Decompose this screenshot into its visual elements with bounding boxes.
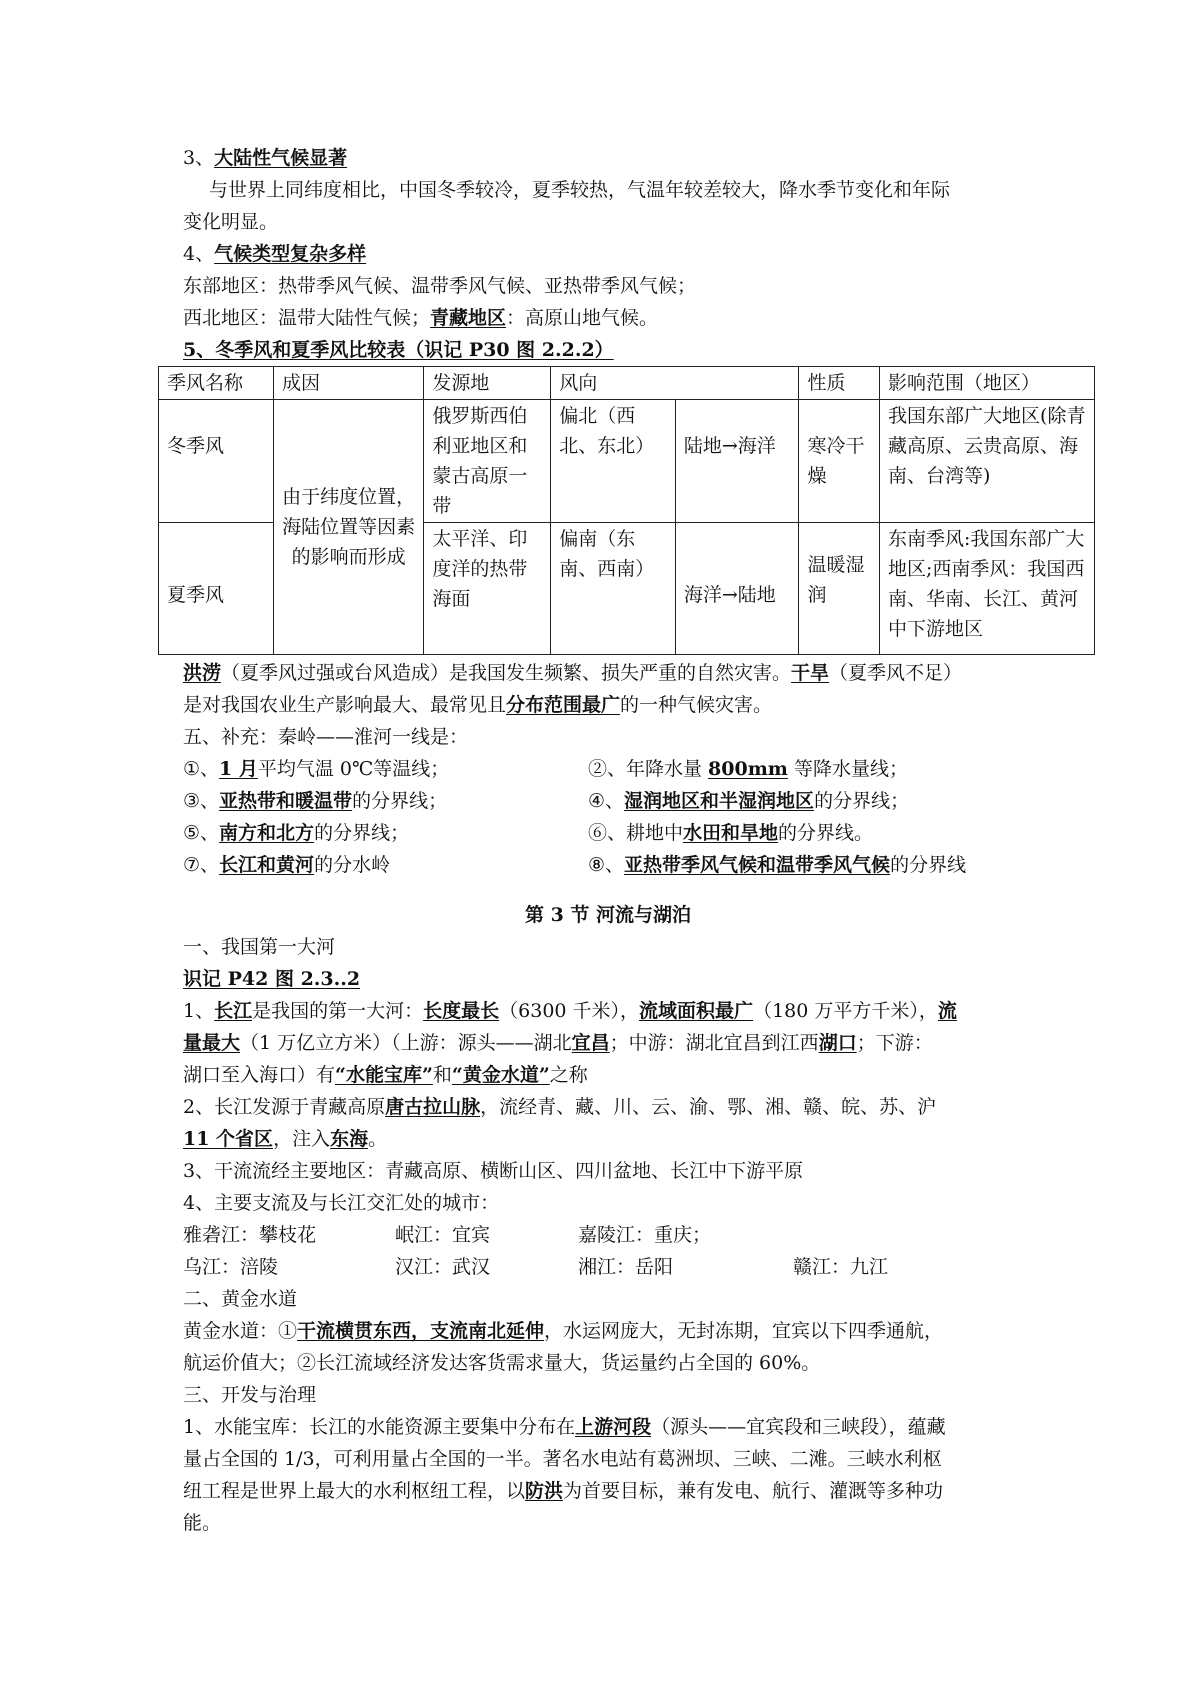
emphasis: 青藏地区 xyxy=(430,307,507,329)
text: 2、长江发源于青藏高原 xyxy=(183,1096,386,1118)
list-item xyxy=(588,849,966,881)
emphasis: 干流横贯东西，支流南北延伸 xyxy=(297,1320,545,1342)
section-title: 第 3 节 河流与湖泊 xyxy=(524,904,692,926)
emphasis: 长江 xyxy=(214,1000,253,1022)
text: ④、 xyxy=(588,790,625,812)
cell-text: 偏北（西北、东北） xyxy=(559,405,655,457)
heading-number: 3、 xyxy=(183,147,215,169)
paragraph: 航运价值大；②长江流域经济发达客货需求量大，货运量约占全国的 60%。 xyxy=(183,1352,821,1374)
paragraph xyxy=(183,995,1033,1027)
table-header: 风向 xyxy=(551,367,799,400)
paragraph xyxy=(183,1475,1033,1507)
text: 的分界线； xyxy=(314,822,410,844)
text: 纽工程是世界上最大的水利枢纽工程，以 xyxy=(183,1480,526,1502)
list-item xyxy=(588,785,909,817)
text: 为首要目标，兼有发电、航行、灌溉等多种功 xyxy=(563,1480,944,1502)
paragraph: 能。 xyxy=(183,1512,222,1534)
text: 西北地区：温带大陆性气候； xyxy=(183,307,431,329)
table-cell xyxy=(551,523,676,655)
table-header: 发源地 xyxy=(424,367,551,400)
text: ，流经青、藏、川、云、渝、鄂、湘、赣、皖、苏、沪 xyxy=(480,1096,937,1118)
text: 1、水能宝库：长江的水能资源主要集中分布在 xyxy=(183,1416,576,1438)
text: 的分界线； xyxy=(814,790,910,812)
text: 平均气温 0℃等温线； xyxy=(257,758,450,780)
text: 的一种气候灾害。 xyxy=(620,694,773,716)
text: 的分界线； xyxy=(352,790,448,812)
paragraph xyxy=(183,1411,1033,1443)
text: ，注入 xyxy=(273,1128,331,1150)
text: 的分界线 xyxy=(890,854,967,876)
text: （源头——宜宾段和三峡段），蕴藏 xyxy=(651,1416,946,1438)
emphasis: 上游河段 xyxy=(575,1416,652,1438)
city-row xyxy=(183,1219,1033,1251)
subsection-heading: 一、我国第一大河 xyxy=(183,936,336,958)
text: （夏季风过强或台风造成）是我国发生频繁、损失严重的自然灾害。 xyxy=(221,662,792,684)
cell-text: 由于纬度位置，海陆位置等因素的影响而形成 xyxy=(282,486,416,568)
cell-text: 海洋→陆地 xyxy=(683,584,776,606)
subsection-heading: 二、黄金水道 xyxy=(183,1288,298,1310)
emphasis: 量最大 xyxy=(183,1032,241,1054)
list-item xyxy=(183,849,588,881)
emphasis: 长度最长 xyxy=(423,1000,500,1022)
city-row xyxy=(183,1251,1033,1283)
cell-text: 俄罗斯西伯利亚地区和蒙古高原一带 xyxy=(432,405,528,517)
cell-text: 太平洋、印度洋的热带海面 xyxy=(432,528,528,610)
text: ；中游：湖北宜昌到江西 xyxy=(609,1032,819,1054)
text: 是对我国农业生产影响最大、最常见且 xyxy=(183,694,507,716)
paragraph xyxy=(183,1027,1033,1059)
text: 和 xyxy=(432,1064,452,1086)
table-header: 成因 xyxy=(273,367,423,400)
text: 。 xyxy=(368,1128,388,1150)
paragraph xyxy=(183,1123,1033,1155)
text: ⑦、 xyxy=(183,854,220,876)
table-header: 性质 xyxy=(799,367,880,400)
table-cell xyxy=(799,523,880,655)
heading-number: 4、 xyxy=(183,243,215,265)
paragraph xyxy=(183,657,1033,689)
heading-4 xyxy=(183,238,1033,270)
text: （6300 千米）， xyxy=(499,1000,640,1022)
table-header: 影响范围（地区） xyxy=(880,367,1095,400)
list-item xyxy=(183,753,588,785)
city-item: 汉江：武汉 xyxy=(395,1256,491,1278)
emphasis: 分布范围最广 xyxy=(506,694,621,716)
emphasis: 防洪 xyxy=(525,1480,564,1502)
emphasis: “黄金水道” xyxy=(451,1064,550,1086)
emphasis: 1 月 xyxy=(219,758,258,780)
table-cell xyxy=(424,400,551,523)
list-row xyxy=(183,785,1033,817)
heading-3 xyxy=(183,142,1033,174)
text: ③、 xyxy=(183,790,220,812)
table-caption: 5、冬季风和夏季风比较表（识记 P30 图 2.2.2） xyxy=(183,339,614,361)
table-cell xyxy=(880,523,1095,655)
table-cell xyxy=(159,400,274,523)
emphasis: 800mm xyxy=(708,758,788,780)
paragraph xyxy=(183,1059,1033,1091)
list-item xyxy=(588,753,908,785)
emphasis: 长江和黄河 xyxy=(219,854,315,876)
city-item: 乌江：涪陵 xyxy=(183,1256,279,1278)
table-cell xyxy=(675,523,799,655)
text: ；下游： xyxy=(856,1032,933,1054)
text: 的分界线。 xyxy=(778,822,874,844)
emphasis: 湿润地区和半湿润地区 xyxy=(624,790,815,812)
cell-text: 温暖湿润 xyxy=(807,554,865,606)
emphasis: 南方和北方 xyxy=(219,822,315,844)
list-item xyxy=(588,817,873,849)
city-item: 岷江：宜宾 xyxy=(395,1224,491,1246)
emphasis: 湖口 xyxy=(818,1032,857,1054)
emphasis: 唐古拉山脉 xyxy=(385,1096,481,1118)
text: ②、年降水量 xyxy=(588,758,709,780)
document-page xyxy=(167,142,1086,1539)
emphasis: 洪涝 xyxy=(183,662,222,684)
city-item: 雅砻江：攀枝花 xyxy=(183,1224,317,1246)
paragraph: 量占全国的 1/3，可利用量占全国的一半。著名水电站有葛洲坝、三峡、二滩。三峡水利枢 xyxy=(183,1448,942,1470)
table-row xyxy=(159,400,1095,523)
table-cell xyxy=(551,400,676,523)
text: ，水运网庞大，无封冻期，宜宾以下四季通航， xyxy=(544,1320,944,1342)
paragraph: 4、主要支流及与长江交汇处的城市： xyxy=(183,1192,500,1214)
text: ⑧、 xyxy=(588,854,625,876)
heading-title: 大陆性气候显著 xyxy=(214,147,348,169)
paragraph: 东部地区：热带季风气候、温带季风气候、亚热带季风气候； xyxy=(183,275,697,297)
text: 1、 xyxy=(183,1000,215,1022)
paragraph xyxy=(183,1091,1033,1123)
cell-text: 我国东部广大地区(除青藏高原、云贵高原、海南、台湾等) xyxy=(888,405,1086,487)
table-header: 季风名称 xyxy=(159,367,274,400)
figure-reference: 识记 P42 图 2.3..2 xyxy=(183,968,361,990)
paragraph: 与世界上同纬度相比，中国冬季较冷，夏季较热，气温年较差较大，降水季节变化和年际 xyxy=(209,179,951,201)
text: ①、 xyxy=(183,758,220,780)
table-wrapper xyxy=(158,366,1086,655)
paragraph: 变化明显。 xyxy=(183,211,279,233)
table-cell xyxy=(880,400,1095,523)
emphasis: 流域面积最广 xyxy=(639,1000,754,1022)
city-item: 嘉陵江：重庆； xyxy=(578,1224,712,1246)
table-cell xyxy=(273,400,423,655)
monsoon-table xyxy=(158,366,1095,655)
heading-title: 气候类型复杂多样 xyxy=(214,243,367,265)
table-cell xyxy=(675,400,799,523)
text: 之称 xyxy=(549,1064,588,1086)
text: 等降水量线； xyxy=(787,758,908,780)
list-item xyxy=(183,817,588,849)
text: ：高原山地气候。 xyxy=(506,307,659,329)
paragraph xyxy=(183,1315,1033,1347)
emphasis: 亚热带季风气候和温带季风气候 xyxy=(624,854,891,876)
emphasis: 水田和旱地 xyxy=(683,822,779,844)
text: （夏季风不足） xyxy=(829,662,963,684)
text: 湖口至入海口）有 xyxy=(183,1064,336,1086)
list-row xyxy=(183,753,1033,785)
text: 是我国的第一大河： xyxy=(252,1000,424,1022)
emphasis: 11 个省区 xyxy=(183,1128,274,1150)
subsection-heading: 三、开发与治理 xyxy=(183,1384,317,1406)
paragraph xyxy=(183,302,1033,334)
city-item: 赣江：九江 xyxy=(793,1256,889,1278)
city-item: 湘江：岳阳 xyxy=(578,1256,674,1278)
cell-text: 寒冷干燥 xyxy=(807,435,865,487)
text: ⑤、 xyxy=(183,822,220,844)
paragraph: 五、补充：秦岭——淮河一线是： xyxy=(183,726,469,748)
text: 黄金水道：① xyxy=(183,1320,298,1342)
emphasis: 宜昌 xyxy=(571,1032,610,1054)
emphasis: 流 xyxy=(937,1000,957,1022)
table-cell xyxy=(799,400,880,523)
emphasis: 亚热带和暖温带 xyxy=(219,790,353,812)
list-row xyxy=(183,817,1033,849)
table-cell xyxy=(424,523,551,655)
text: ⑥、耕地中 xyxy=(588,822,684,844)
emphasis: “水能宝库” xyxy=(335,1064,433,1086)
table-header-row xyxy=(159,367,1095,400)
cell-text: 冬季风 xyxy=(167,435,225,457)
list-item xyxy=(183,785,588,817)
emphasis: 干旱 xyxy=(791,662,830,684)
cell-text: 东南季风:我国东部广大地区;西南季风：我国西南、华南、长江、黄河中下游地区 xyxy=(888,528,1085,640)
list-row xyxy=(183,849,1033,881)
paragraph: 3、干流流经主要地区：青藏高原、横断山区、四川盆地、长江中下游平原 xyxy=(183,1160,804,1182)
table-cell xyxy=(159,523,274,655)
text: 的分水岭 xyxy=(314,854,391,876)
emphasis: 东海 xyxy=(330,1128,369,1150)
cell-text: 陆地→海洋 xyxy=(683,435,776,457)
cell-text: 夏季风 xyxy=(167,584,225,606)
text: （180 万平方千米）， xyxy=(753,1000,938,1022)
text: （1 万亿立方米）（上游：源头——湖北 xyxy=(240,1032,572,1054)
cell-text: 偏南（东南、西南） xyxy=(559,528,655,580)
paragraph xyxy=(183,689,1033,721)
